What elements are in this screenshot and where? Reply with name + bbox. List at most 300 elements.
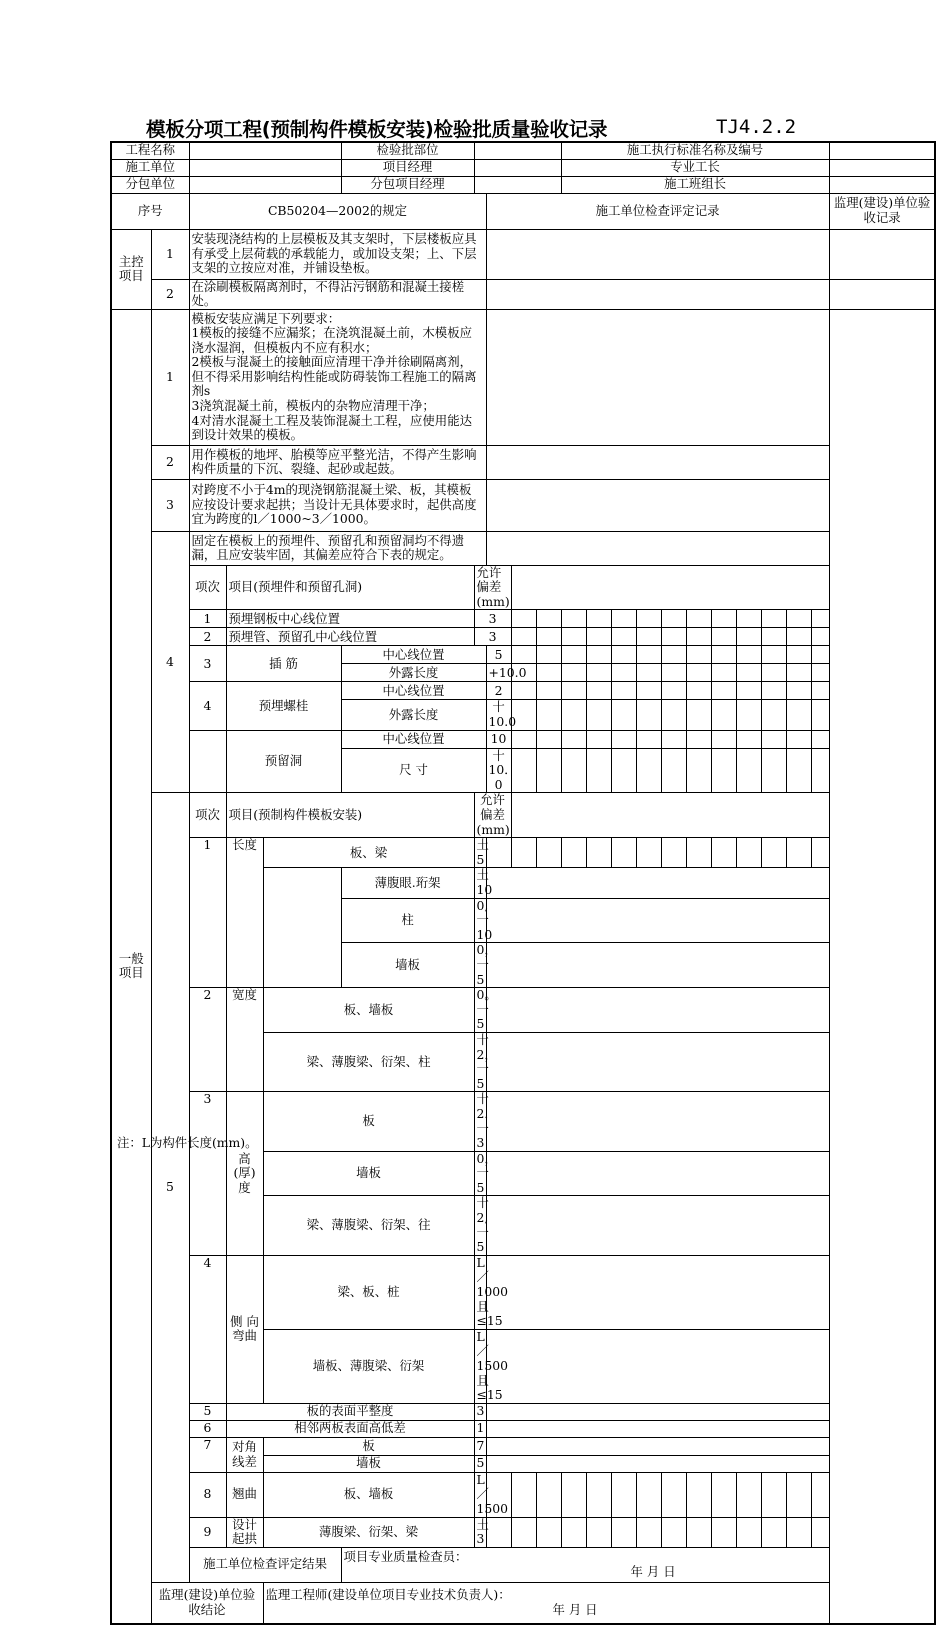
inspection-part-value[interactable] — [474, 142, 561, 159]
check-cell[interactable] — [686, 1517, 711, 1547]
check-cell[interactable] — [611, 748, 636, 793]
check-cell[interactable] — [511, 610, 536, 628]
t5-spacer — [263, 868, 341, 898]
t5-head-tol: 允许偏差(mm) — [474, 793, 511, 838]
t5-tol: 3 — [474, 1403, 486, 1420]
check-cell[interactable] — [711, 628, 736, 646]
t5-spacer — [263, 898, 341, 943]
t5-blank — [486, 1196, 829, 1255]
check-cell[interactable] — [661, 748, 686, 793]
t5-blank — [486, 868, 829, 898]
check-cell[interactable] — [811, 664, 829, 682]
check-cell[interactable] — [711, 1517, 736, 1547]
check-cell[interactable] — [686, 700, 711, 730]
t5-blank — [486, 1032, 829, 1091]
check-cell[interactable] — [786, 1472, 811, 1517]
check-cell[interactable] — [611, 610, 636, 628]
t5-name: 对角线差 — [226, 1437, 263, 1472]
t4-no: 3 — [189, 646, 226, 682]
general-item-check[interactable] — [486, 479, 829, 531]
t4-sub: 中心线位置 — [341, 646, 486, 664]
t4-no: 2 — [189, 628, 226, 646]
t4-head-item: 项目(预埋件和预留孔洞) — [226, 565, 474, 610]
check-cell[interactable] — [661, 1472, 686, 1517]
t5-no: 3 — [189, 1092, 226, 1256]
t5-blank — [486, 1403, 829, 1420]
check-cell[interactable] — [586, 610, 611, 628]
t5-sub: 薄腹梁、衍架、梁 — [263, 1517, 474, 1547]
title-text: 模板分项工程(预制构件模板安装)检验批质量验收记录 — [146, 118, 608, 141]
check-cell[interactable] — [811, 1517, 829, 1547]
general-item-1-line: 3浇筑混凝土前，模板内的杂物应清理干净； — [191, 398, 435, 414]
check-cell[interactable] — [511, 628, 536, 646]
check-cell[interactable] — [536, 1517, 561, 1547]
check-cell[interactable] — [636, 610, 661, 628]
check-cell[interactable] — [536, 730, 561, 748]
check-cell[interactable] — [561, 748, 586, 793]
t4-tol: 十10．0 — [486, 748, 511, 793]
t5-tol: 7 — [474, 1437, 486, 1455]
check-cell[interactable] — [661, 838, 686, 868]
check-cell[interactable] — [511, 646, 536, 664]
check-cell[interactable] — [586, 700, 611, 730]
t5-name: 高(厚)度 — [226, 1092, 263, 1256]
t4-tol: 2 — [486, 682, 511, 700]
t5-no: 6 — [189, 1420, 226, 1437]
t5-tol: 0。一5 — [474, 988, 486, 1033]
t4-no: 4 — [189, 682, 226, 730]
t5-no: 8 — [189, 1472, 226, 1517]
t5-name: 翘曲 — [226, 1472, 263, 1517]
check-cell[interactable] — [586, 664, 611, 682]
check-cell[interactable] — [611, 730, 636, 748]
general-item-1-line: 2模板与混凝土的接触面应清理干净并徐刷隔离剂，但不得采用影响结构性能或防碍装饰工程施工的隔离剂s — [191, 354, 477, 399]
check-cell[interactable] — [586, 1517, 611, 1547]
t4-tol: 5 — [486, 646, 511, 664]
check-cell[interactable] — [761, 610, 786, 628]
t5-tol: 十2，一5 — [474, 1032, 486, 1091]
t5-tol: 十2,一5 — [474, 1196, 486, 1255]
check-cell[interactable] — [611, 700, 636, 730]
main-item-check[interactable] — [486, 229, 829, 279]
t5-blank — [486, 898, 829, 943]
check-cell[interactable] — [811, 748, 829, 793]
check-cell[interactable] — [711, 1472, 736, 1517]
check-cell[interactable] — [736, 682, 761, 700]
general-item-3-text: 对跨度不小于4m的现浇钢筋混凝土梁、板，其模板应按设计要求起拱；当设计无具体要求时，起供高度宜为跨度的l／1000~3／1000。 — [189, 479, 486, 531]
t5-blank — [486, 1092, 829, 1151]
check-cell[interactable] — [761, 1517, 786, 1547]
t5-name: 设计起拱 — [226, 1517, 263, 1547]
check-cell[interactable] — [761, 646, 786, 664]
main-item-text: 在涂刷模板隔离剂时，不得沾污钢筋和混凝土接槎处。 — [189, 279, 486, 309]
check-cell[interactable] — [711, 610, 736, 628]
team-leader-value[interactable] — [829, 176, 935, 193]
check-cell[interactable] — [661, 628, 686, 646]
sub-manager-label: 分包项目经理 — [341, 176, 474, 193]
check-cell[interactable] — [636, 1517, 661, 1547]
t5-sub: 板 — [263, 1437, 474, 1455]
check-cell[interactable] — [536, 748, 561, 793]
form-code: TJ4.2.2 — [716, 116, 797, 138]
t5-spacer — [263, 943, 341, 988]
check-cell[interactable] — [811, 682, 829, 700]
check-cell[interactable] — [811, 1472, 829, 1517]
check-cell[interactable] — [511, 682, 536, 700]
t5-no: 2 — [189, 988, 226, 1092]
t5-sub: 墙板 — [341, 943, 474, 988]
general-item-no: 4 — [151, 531, 189, 793]
general-item-1-text — [189, 309, 486, 445]
project-manager-label: 项目经理 — [341, 159, 474, 176]
check-cell[interactable] — [586, 748, 611, 793]
check-cell[interactable] — [636, 748, 661, 793]
check-cell[interactable] — [661, 646, 686, 664]
t4-name: 预埋螺桂 — [226, 682, 341, 730]
general-item-check[interactable] — [486, 531, 829, 565]
t5-blank — [486, 1455, 829, 1472]
t4-tol: 10 — [486, 730, 511, 748]
check-cell[interactable] — [611, 682, 636, 700]
foreman-value[interactable] — [829, 159, 935, 176]
t5-no: 1 — [189, 838, 226, 988]
check-cell[interactable] — [786, 1517, 811, 1547]
t5-tol: 土10 — [474, 868, 486, 898]
general-label: 一般项目 — [111, 309, 151, 1624]
standard-label: 施工执行标准名称及编号 — [561, 142, 829, 159]
construction-unit-value[interactable] — [189, 159, 341, 176]
general-item-no: 2 — [151, 445, 189, 479]
t4-tol: 3 — [474, 610, 511, 628]
check-cell[interactable] — [711, 748, 736, 793]
inspection-part-label: 检验批部位 — [341, 142, 474, 159]
check-cell[interactable] — [611, 838, 636, 868]
t4-head-tol: 允许偏差(mm) — [474, 565, 511, 610]
footnote: 注：L为构件长度(mm)。 — [117, 1135, 258, 1150]
main-item-check[interactable] — [486, 279, 829, 309]
check-cell[interactable] — [811, 700, 829, 730]
t5-blank — [486, 1437, 829, 1455]
check-cell[interactable] — [511, 730, 536, 748]
check-cell[interactable] — [636, 730, 661, 748]
check-cell[interactable] — [761, 838, 786, 868]
foreman-label: 专业工长 — [561, 159, 829, 176]
main-item-no: 2 — [151, 279, 189, 309]
t5-tol: L／1500且≤15 — [474, 1329, 486, 1403]
check-cell[interactable] — [761, 1472, 786, 1517]
t5-blank — [486, 1151, 829, 1196]
check-cell[interactable] — [786, 628, 811, 646]
t5-sub: 板 — [263, 1092, 474, 1151]
t5-head-check — [511, 793, 935, 838]
check-cell[interactable] — [686, 838, 711, 868]
check-cell[interactable] — [761, 628, 786, 646]
check-cell[interactable] — [536, 628, 561, 646]
main-item-no: 1 — [151, 229, 189, 279]
check-cell[interactable] — [661, 700, 686, 730]
project-name-value[interactable] — [189, 142, 341, 159]
check-cell[interactable] — [586, 730, 611, 748]
supervision-header: 监理(建设)单位验收记录 — [829, 193, 935, 229]
t5-blank — [486, 988, 829, 1033]
check-cell[interactable] — [536, 700, 561, 730]
check-cell[interactable] — [611, 664, 636, 682]
t5-sub: 墙板 — [263, 1455, 474, 1472]
check-cell[interactable] — [636, 1472, 661, 1517]
check-cell[interactable] — [761, 730, 786, 748]
check-cell[interactable] — [711, 682, 736, 700]
check-cell[interactable] — [561, 730, 586, 748]
spec-header: CB50204—2002的规定 — [189, 193, 486, 229]
check-cell[interactable] — [511, 838, 536, 868]
check-cell[interactable] — [661, 682, 686, 700]
check-cell[interactable] — [611, 628, 636, 646]
check-cell[interactable] — [636, 682, 661, 700]
check-cell[interactable] — [786, 700, 811, 730]
t5-head-no: 项次 — [189, 793, 226, 838]
t5-name: 宽度 — [226, 988, 263, 1092]
project-name-label: 工程名称 — [111, 142, 189, 159]
t5-sub: 板、梁 — [263, 838, 474, 868]
check-cell[interactable] — [636, 838, 661, 868]
check-cell[interactable] — [636, 700, 661, 730]
supervision-result-text: 监理工程师(建设单位项目专业技术负责人)： — [265, 1587, 511, 1603]
check-cell[interactable] — [711, 664, 736, 682]
check-cell[interactable] — [511, 1517, 536, 1547]
check-cell[interactable] — [561, 664, 586, 682]
check-cell[interactable] — [636, 628, 661, 646]
check-cell[interactable] — [636, 646, 661, 664]
general-item-1-line: 4对清水混凝土工程及装饰混凝土工程，应使用能达到设计效果的模板。 — [191, 412, 472, 443]
check-cell[interactable] — [611, 1517, 636, 1547]
check-cell[interactable] — [686, 646, 711, 664]
check-cell[interactable] — [661, 610, 686, 628]
t5-tol: 十2．一3 — [474, 1092, 486, 1151]
check-cell[interactable] — [561, 1472, 586, 1517]
t5-name: 侧 向弯曲 — [226, 1255, 263, 1403]
check-cell[interactable] — [711, 646, 736, 664]
general-item-check[interactable] — [486, 445, 829, 479]
t5-sub: 柱 — [341, 898, 474, 943]
check-cell[interactable] — [686, 664, 711, 682]
construct-result-cell[interactable] — [341, 1547, 935, 1582]
check-cell[interactable] — [736, 700, 761, 730]
t5-sub: 墙板、薄腹梁、衍架 — [263, 1329, 474, 1403]
check-cell[interactable] — [686, 628, 711, 646]
t4-head-check — [511, 565, 935, 610]
check-cell[interactable] — [536, 646, 561, 664]
t5-tol: 0,一10 — [474, 898, 486, 943]
check-cell[interactable] — [611, 646, 636, 664]
check-cell[interactable] — [736, 1517, 761, 1547]
t5-tol: 0，一5 — [474, 943, 486, 988]
t5-blank — [486, 1329, 829, 1403]
t4-name: 预留洞 — [226, 730, 341, 793]
general-item-check[interactable] — [486, 309, 829, 445]
check-cell[interactable] — [686, 748, 711, 793]
t5-sub: 薄腹眼.珩架 — [341, 868, 474, 898]
check-cell[interactable] — [536, 682, 561, 700]
check-cell[interactable] — [536, 610, 561, 628]
subcontractor-label: 分包单位 — [111, 176, 189, 193]
supervision-result-label: 监理(建设)单位验收结论 — [151, 1582, 263, 1624]
t4-tol: 3 — [474, 628, 511, 646]
check-cell[interactable] — [586, 838, 611, 868]
check-cell[interactable] — [611, 1472, 636, 1517]
check-cell[interactable] — [711, 838, 736, 868]
t5-sub: 梁、薄腹梁、衍架、柱 — [263, 1032, 474, 1091]
check-cell[interactable] — [786, 664, 811, 682]
t4-name: 预埋钢板中心线位置 — [226, 610, 474, 628]
general-item-no: 1 — [151, 309, 189, 445]
construct-result-text: 项目专业质量检查员： — [343, 1549, 468, 1565]
check-cell[interactable] — [686, 682, 711, 700]
check-cell[interactable] — [686, 610, 711, 628]
check-cell[interactable] — [561, 682, 586, 700]
check-cell[interactable] — [586, 682, 611, 700]
t5-tol: 土5 — [474, 838, 486, 868]
construction-unit-label: 施工单位 — [111, 159, 189, 176]
check-cell[interactable] — [786, 838, 811, 868]
check-cell[interactable] — [561, 628, 586, 646]
t4-sub: 中心线位置 — [341, 730, 486, 748]
t5-blank — [486, 1420, 829, 1437]
check-cell[interactable] — [786, 730, 811, 748]
document-title — [146, 114, 846, 144]
general-item-1-line: 模板安装应满足下列要求： — [191, 310, 341, 326]
t4-no-blank — [189, 730, 226, 793]
t5-tol: L／1500 — [474, 1472, 486, 1517]
check-cell[interactable] — [736, 730, 761, 748]
t5-sub: 墙板 — [263, 1151, 474, 1196]
check-cell[interactable] — [786, 610, 811, 628]
construct-result-date: 年 月 日 — [630, 1563, 676, 1579]
check-cell[interactable] — [686, 1472, 711, 1517]
main-item-supervision[interactable] — [829, 279, 935, 309]
check-cell[interactable] — [811, 646, 829, 664]
check-cell[interactable] — [486, 838, 511, 868]
t5-blank — [486, 943, 829, 988]
check-cell[interactable] — [711, 700, 736, 730]
seq-header: 序号 — [111, 193, 189, 229]
t4-head-no: 项次 — [189, 565, 226, 610]
check-cell[interactable] — [586, 628, 611, 646]
check-cell[interactable] — [586, 646, 611, 664]
main-item-supervision[interactable] — [829, 229, 935, 279]
check-cell[interactable] — [536, 664, 561, 682]
inspection-form — [110, 141, 936, 1625]
check-cell[interactable] — [786, 682, 811, 700]
t5-name: 板的表面平整度 — [226, 1403, 474, 1420]
check-cell[interactable] — [736, 646, 761, 664]
check-cell[interactable] — [511, 1472, 536, 1517]
check-cell[interactable] — [561, 700, 586, 730]
general-item-2-text: 用作模板的地坪、胎模等应平整光洁，不得产生影响构件质量的下沉、裂缝、起砂或起鼓。 — [189, 445, 486, 479]
project-manager-value[interactable] — [474, 159, 561, 176]
self-check-header: 施工单位检查评定记录 — [486, 193, 829, 229]
t5-tol: 1 — [474, 1420, 486, 1437]
check-cell[interactable] — [736, 610, 761, 628]
t5-no: 9 — [189, 1517, 226, 1547]
check-cell[interactable] — [811, 610, 829, 628]
t4-sub: 中心线位置 — [341, 682, 486, 700]
t5-name: 长度 — [226, 838, 263, 988]
check-cell[interactable] — [686, 730, 711, 748]
t4-no: 1 — [189, 610, 226, 628]
check-cell[interactable] — [536, 838, 561, 868]
check-cell[interactable] — [561, 1517, 586, 1547]
t5-no: 7 — [189, 1437, 226, 1472]
check-cell[interactable] — [761, 664, 786, 682]
t5-tol: 5 — [474, 1455, 486, 1472]
team-leader-label: 施工班组长 — [561, 176, 829, 193]
check-cell[interactable] — [661, 664, 686, 682]
check-cell[interactable] — [711, 730, 736, 748]
check-cell[interactable] — [486, 1517, 511, 1547]
t5-name: 相邻两板表面高低差 — [226, 1420, 474, 1437]
t4-sub: 尺 寸 — [341, 748, 486, 793]
t5-head-item: 项目(预制构件模板安装) — [226, 793, 474, 838]
check-cell[interactable] — [811, 628, 829, 646]
t4-tol: 十10.0 — [486, 700, 511, 730]
check-cell[interactable] — [736, 664, 761, 682]
main-control-label: 主控项目 — [111, 229, 151, 309]
check-cell[interactable] — [561, 838, 586, 868]
check-cell[interactable] — [561, 610, 586, 628]
check-cell[interactable] — [736, 838, 761, 868]
subcontractor-value[interactable] — [189, 176, 341, 193]
check-cell[interactable] — [636, 664, 661, 682]
t5-sub: 板、墙板 — [263, 1472, 474, 1517]
check-cell[interactable] — [761, 700, 786, 730]
sub-manager-value[interactable] — [474, 176, 561, 193]
t5-blank — [486, 1255, 829, 1329]
t5-sub: 板、墙板 — [263, 988, 474, 1033]
t4-tol: +10.0 — [486, 664, 511, 682]
t4-sub: 外露长度 — [341, 664, 486, 682]
general-item-4-text: 固定在模板上的预埋件、预留孔和预留洞均不得遗漏，且应安装牢固，其偏差应符合下表的规定。 — [189, 531, 486, 565]
check-cell[interactable] — [786, 646, 811, 664]
standard-value[interactable] — [829, 142, 935, 159]
check-cell[interactable] — [736, 628, 761, 646]
check-cell[interactable] — [811, 838, 829, 868]
t5-sub: 梁、板、桩 — [263, 1255, 474, 1329]
general-supervision[interactable] — [829, 309, 935, 1624]
check-cell[interactable] — [536, 1472, 561, 1517]
t5-no: 5 — [189, 1403, 226, 1420]
t4-sub: 外露长度 — [341, 700, 486, 730]
check-cell[interactable] — [811, 730, 829, 748]
t5-tol: L／1000且≤15 — [474, 1255, 486, 1329]
check-cell[interactable] — [736, 748, 761, 793]
t4-name: 插 筋 — [226, 646, 341, 682]
check-cell[interactable] — [561, 646, 586, 664]
check-cell[interactable] — [761, 682, 786, 700]
supervision-result-cell[interactable] — [263, 1582, 935, 1624]
check-cell[interactable] — [736, 1472, 761, 1517]
general-item-no: 3 — [151, 479, 189, 531]
check-cell[interactable] — [786, 748, 811, 793]
check-cell[interactable] — [661, 730, 686, 748]
t5-tol: 0，一5 — [474, 1151, 486, 1196]
check-cell[interactable] — [761, 748, 786, 793]
supervision-result-date: 年 月 日 — [552, 1602, 598, 1617]
t5-sub: 梁、薄腹梁、衍架、往 — [263, 1196, 474, 1255]
check-cell[interactable] — [586, 1472, 611, 1517]
general-item-1-line: 1模板的接缝不应漏浆；在浇筑混凝土前，木模板应浇水湿润，但模板内不应有积水； — [191, 325, 472, 355]
main-item-text: 安装现浇结构的上层模板及其支架时，下层楼板应具有承受上层荷载的承载能力，或加设支架；上、下层支架的立按应对准，并铺设垫板。 — [189, 229, 486, 279]
check-cell[interactable] — [661, 1517, 686, 1547]
